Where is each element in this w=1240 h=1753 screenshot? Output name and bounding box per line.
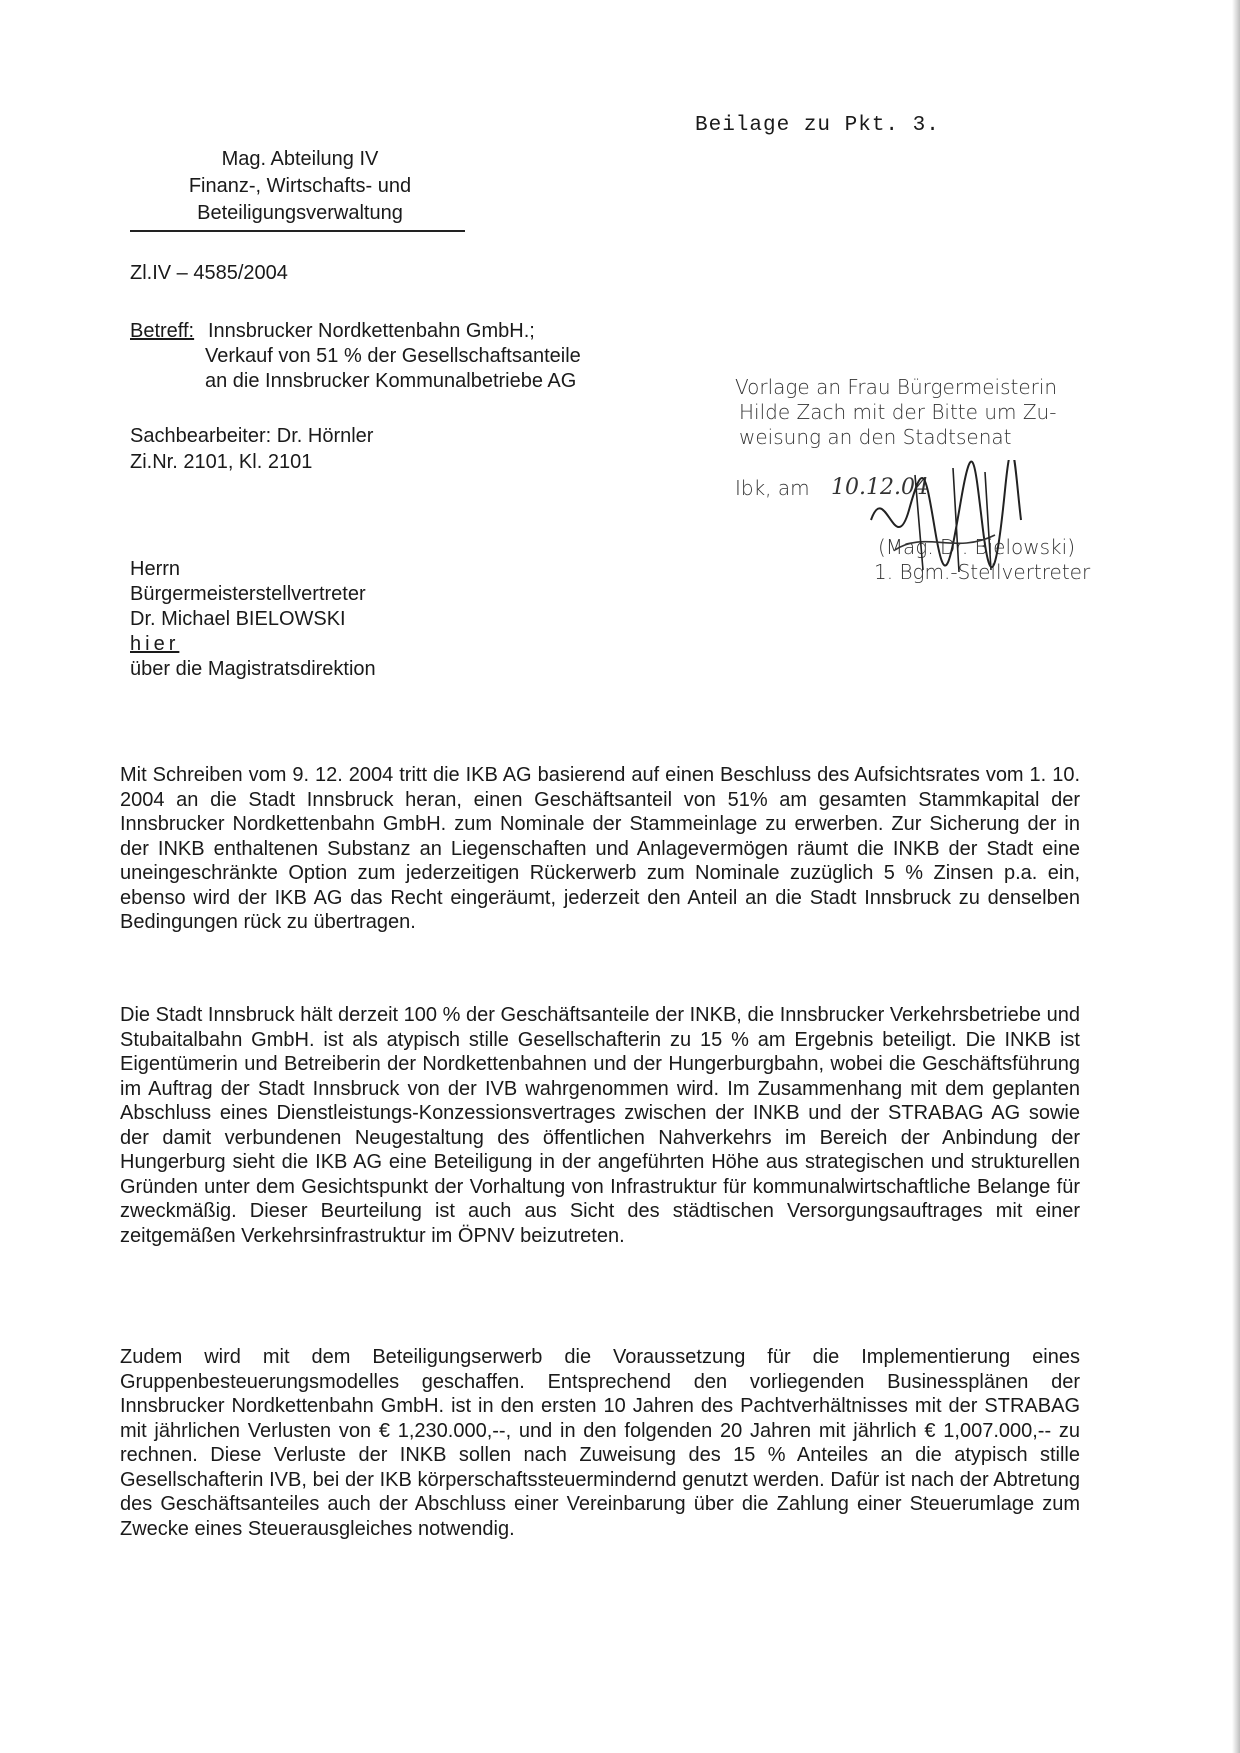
recipient-local-marker: hier bbox=[130, 633, 180, 655]
recipient-line: Dr. Michael BIELOWSKI bbox=[130, 608, 346, 630]
recipient-line: Herrn bbox=[130, 558, 181, 580]
signature-scribble bbox=[865, 460, 1025, 580]
paragraph-text: Die Stadt Innsbruck hält derzeit 100 % der Geschäftsanteile der INKB, die Innsbrucker Verkehrsbetriebe und Stubaitalbahn GmbH. ist als atypisch stille Gesellschafterin zu 15 % am Ergebnis beteiligt. Die INKB ist Eigentümerin und Betreiberin der Nordkettenbahnen und der Hungerburgbahn, wobei die Geschäftsführung im Auftrag der Stadt Innsbruck von der IVB wahrgenommen wird. Im Zusammenhang mit dem geplanten Abschluss eines Dienstleistungs-Konzessionsvertrages zwischen der INKB und der STRABAG AG sowie der damit verbundenen Neugestaltung des öffentlichen Nahverkehrs im Bereich der Anbindung der Hungerburg sieht die IKB AG eine Beteiligung in der angeführten Höhe aus strategischen und strukturellen Gründen unter dem Gesichtspunkt der Vorhaltung von Infrastruktur für kommunalwirtschaftliche Belange für zweckmäßig. Dieser Beurteilung ist auch aus Sicht des städtischen Versorgungsauftrages mit einer zeitgemäßen Verkehrsinfrastruktur im ÖPNV beizutreten. bbox=[120, 1004, 1080, 1247]
department-line: Finanz-, Wirtschafts- und bbox=[188, 175, 412, 197]
stamp-line: (Mag. Dr. Bielowski) bbox=[878, 535, 1076, 559]
handwritten-date: 10.12.04 bbox=[831, 475, 929, 500]
attachment-note: Beilage zu Pkt. 3. bbox=[695, 114, 940, 137]
scan-edge-shadow bbox=[1232, 0, 1240, 1753]
recipient-line: Bürgermeisterstellvertreter bbox=[130, 583, 366, 605]
subject-line: Verkauf von 51 % der Gesellschaftsanteile bbox=[205, 345, 581, 367]
stamp-line: Hilde Zach mit der Bitte um Zu- bbox=[739, 400, 1057, 424]
subject-line: Innsbrucker Nordkettenbahn GmbH.; bbox=[208, 320, 535, 342]
department-line: Mag. Abteilung IV bbox=[221, 148, 379, 170]
department-header bbox=[140, 146, 460, 227]
paragraph-text: Zudem wird mit dem Beteiligungserwerb die Voraussetzung für die Implementierung eines Gruppenbesteuerungsmodelles geschaffen. Entsprechend den vorliegenden Businessplänen der Innsbrucker Nordkettenbahn GmbH. ist in den ersten 10 Jahren des Pachtverhältnisses mit der STRABAG mit jährlichen Verlusten von € 1,230.000,--, und in den folgenden 20 Jahren mit jährlich € 1,007.000,-- zu rechnen. Diese Verluste der INKB sollen nach Zuweisung des 15 % Anteiles an die atypisch stille Gesellschafterin IVB, bei der IKB körperschaftssteuermindernd genutzt werden. Dafür ist nach der Abtretung des Geschäftsanteiles auch der Abschluss einer Vereinbarung über die Zahlung einer Steuerumlage zum Zwecke eines Steuerausgleiches notwendig. bbox=[120, 1346, 1080, 1540]
body-paragraph-3 bbox=[120, 1345, 1080, 1541]
reference-number: Zl.IV – 4585/2004 bbox=[130, 262, 288, 284]
recipient-address bbox=[130, 557, 376, 682]
paragraph-text: Mit Schreiben vom 9. 12. 2004 tritt die IKB AG basierend auf einen Beschluss des Aufsichtsrates vom 1. 10. 2004 an die Stadt Innsbruck heran, einen Geschäftsanteil von 51% am gesamten Stammkapital der Innsbrucker Nordkettenbahn GmbH. zum Nominale der Stammeinlage zu erwerben. Zur Sicherung der in der INKB enthaltenen Substanz an Liegenschaften und Anlagevermögen räumt die INKB der Stadt eine uneingeschränkte Option zum jederzeitigen Rückerwerb zum Nominale zuzüglich 5 % Zinsen p.a. ein, ebenso wird der IKB AG das Recht eingeräumt, jederzeit den Anteil an die Stadt Innsbruck zu denselben Bedingungen rück zu übertragen. bbox=[120, 764, 1080, 933]
subject-label: Betreff: bbox=[130, 320, 195, 342]
recipient-line: über die Magistratsdirektion bbox=[130, 658, 376, 680]
subject-block bbox=[130, 319, 581, 394]
stamp-date-label: Ibk, am bbox=[735, 476, 810, 500]
routing-stamp bbox=[735, 375, 1140, 595]
stamp-line: 1. Bgm.-Stellvertreter bbox=[874, 560, 1091, 584]
clerk-room: Zi.Nr. 2101, Kl. 2101 bbox=[130, 451, 313, 473]
department-line: Beteiligungsverwaltung bbox=[197, 202, 403, 224]
clerk-info bbox=[130, 423, 373, 475]
body-paragraph-1 bbox=[120, 763, 1080, 935]
stamp-line: Vorlage an Frau Bürgermeisterin bbox=[735, 375, 1058, 399]
stamp-line: weisung an den Stadtsenat bbox=[739, 425, 1012, 449]
body-paragraph-2 bbox=[120, 1003, 1080, 1248]
clerk-name: Sachbearbeiter: Dr. Hörnler bbox=[130, 425, 374, 447]
header-divider bbox=[130, 230, 465, 232]
subject-line: an die Innsbrucker Kommunalbetriebe AG bbox=[205, 370, 577, 392]
